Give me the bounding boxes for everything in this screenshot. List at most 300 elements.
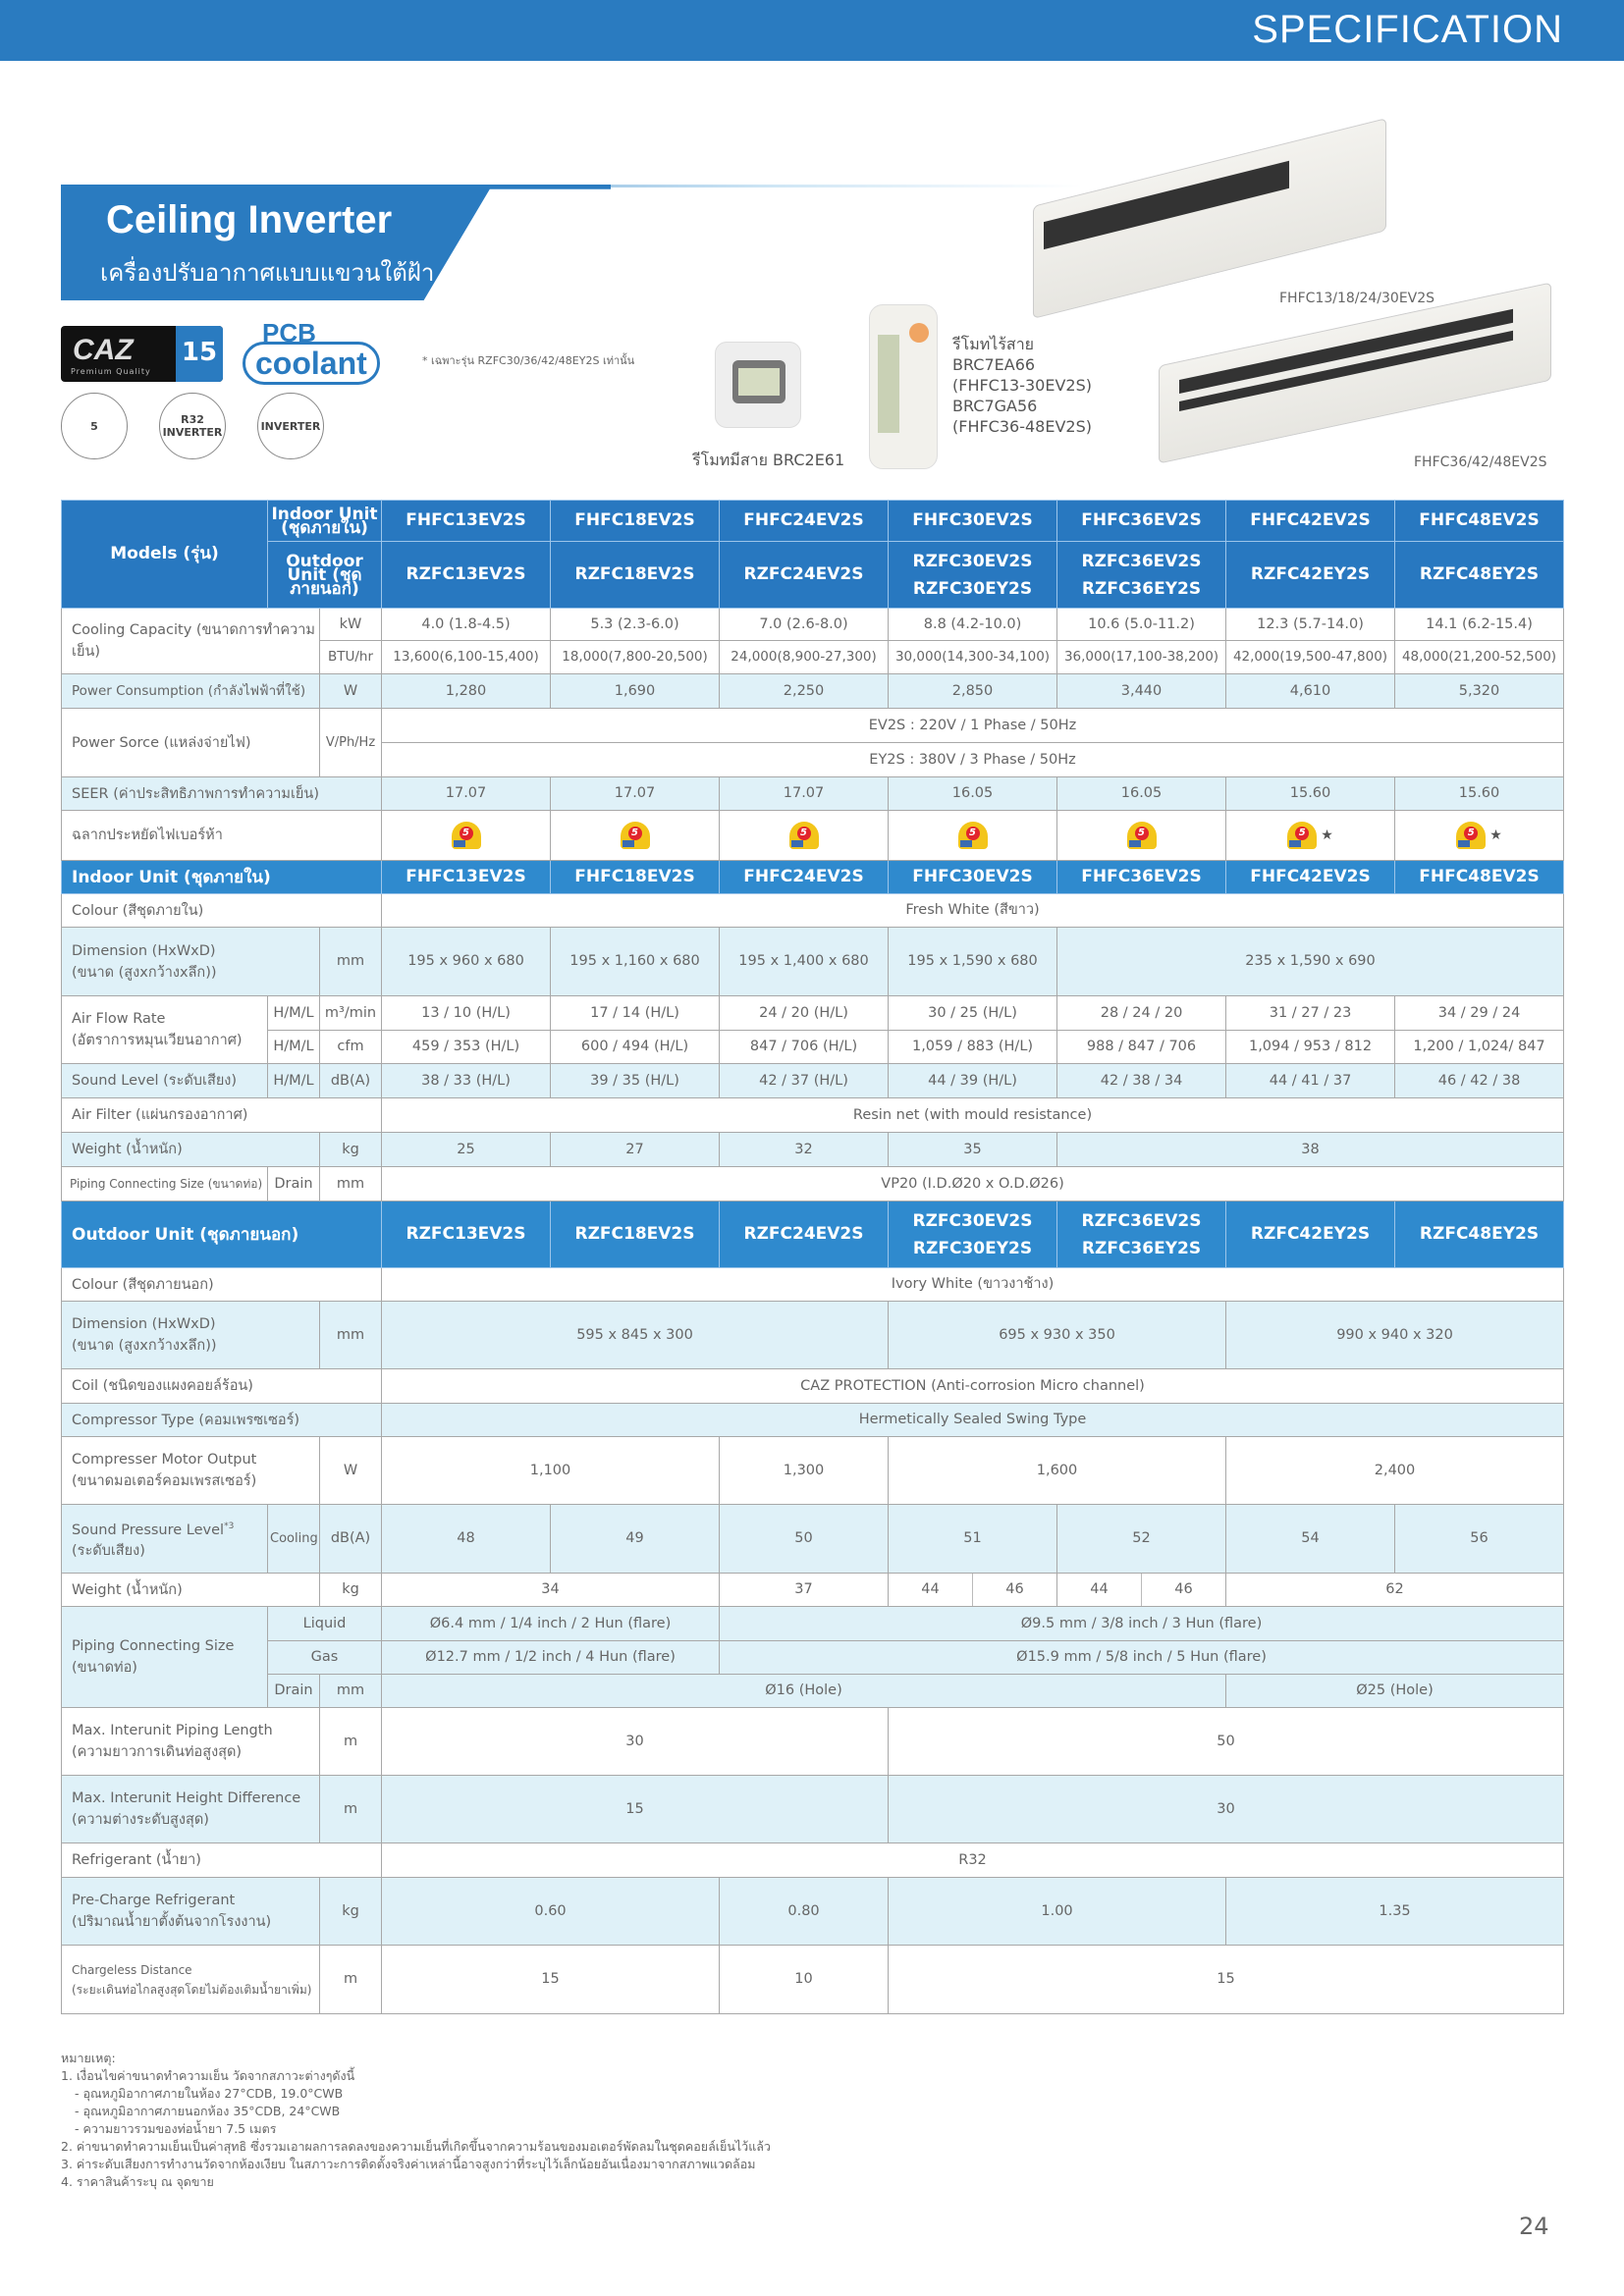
- cell: 10: [720, 1946, 889, 2014]
- label-line: Chargeless Distance: [72, 1962, 192, 1977]
- unit: W: [320, 1437, 382, 1505]
- outdoor-model-line: RZFC36EY2S: [1081, 1238, 1202, 1258]
- outdoor-model-line: RZFC30EV2S: [912, 551, 1033, 571]
- grade: 5: [797, 827, 811, 840]
- label-line: (อัตราการหมุนเวียนอากาศ): [72, 1033, 243, 1048]
- compressor-type-label: Compressor Type (คอมเพรซเซอร์): [62, 1404, 382, 1437]
- cell: 62: [1226, 1574, 1564, 1607]
- outdoor-colour-label: Colour (สีชุดภายนอก): [62, 1268, 382, 1302]
- outdoor-model-line: RZFC36EV2S: [1081, 551, 1202, 571]
- unit: m: [320, 1708, 382, 1776]
- drain-label: Drain: [268, 1675, 320, 1708]
- indoor-unit-caption-small: FHFC13/18/24/30EV2S: [1279, 291, 1435, 306]
- cell: 15: [382, 1776, 889, 1843]
- unit: W: [320, 674, 382, 709]
- label-line: Max. Interunit Piping Length: [72, 1723, 273, 1738]
- indoor-unit-image-small: [1033, 118, 1386, 319]
- grade: 5: [966, 827, 980, 840]
- outdoor-model-line: RZFC18EV2S: [574, 1224, 695, 1244]
- airflow-label: [62, 996, 268, 1064]
- cell: Ø6.4 mm / 1/4 inch / 2 Hun (flare): [382, 1607, 720, 1641]
- outdoor-model-line: RZFC18EV2S: [574, 564, 695, 584]
- outdoor-model-line: RZFC30EY2S: [912, 578, 1033, 599]
- r32-text: R32 INVERTER: [162, 413, 223, 439]
- cell: [382, 811, 551, 861]
- unit: BTU/hr: [320, 641, 382, 674]
- label-line: (ขนาดท่อ): [72, 1660, 137, 1676]
- cell: 17.07: [382, 777, 551, 811]
- cell: 15: [889, 1946, 1564, 2014]
- indoor-model: FHFC13EV2S: [382, 861, 551, 894]
- indoor-colour-row: [62, 894, 1564, 928]
- gas-label: Gas: [268, 1641, 382, 1675]
- label-text: Sound Pressure Level: [72, 1522, 225, 1538]
- wireless-remote-model-1: BRC7EA66: [952, 355, 1036, 374]
- unit: cfm: [320, 1031, 382, 1064]
- cell: 17.07: [720, 777, 889, 811]
- label-line: (ขนาด (สูงxกว้างxลึก)): [72, 964, 217, 981]
- label-line: (ความต่างระดับสูงสุด): [72, 1812, 209, 1828]
- cell: 17 / 14 (H/L): [551, 996, 720, 1031]
- max-length-row: [62, 1708, 1564, 1776]
- indoor-model: FHFC48EV2S: [1395, 861, 1564, 894]
- cell: [551, 811, 720, 861]
- compressor-motor-label: [62, 1437, 320, 1505]
- cell: 2,250: [720, 674, 889, 709]
- outdoor-model-line: RZFC30EY2S: [912, 1238, 1033, 1258]
- label-line: (ความยาวการเดินท่อสูงสุด): [72, 1744, 243, 1760]
- cell: 31 / 27 / 23: [1226, 996, 1395, 1031]
- grade: 5: [1295, 827, 1309, 840]
- grade: 5: [1135, 827, 1149, 840]
- wireless-remote-model-1-scope: (FHFC13-30EV2S): [952, 376, 1092, 395]
- wireless-remote-model-2-scope: (FHFC36-48EV2S): [952, 417, 1092, 436]
- airflow-cfm-row: [62, 1031, 1564, 1064]
- notes-title: หมายเหตุ:: [61, 2051, 116, 2065]
- cell: 195 x 1,400 x 680: [720, 928, 889, 996]
- cell: 195 x 1,590 x 680: [889, 928, 1057, 996]
- outdoor-model: [1395, 542, 1564, 609]
- cell: 1,059 / 883 (H/L): [889, 1031, 1057, 1064]
- unit: dB(A): [320, 1505, 382, 1574]
- precharge-label: [62, 1878, 320, 1946]
- note-item: 3. ค่าระดับเสียงการทำงานวัดจากห้องเงียบ ในสภาวะการติดตั้งจริงค่าเหล่านี้อาจสูงกว่าที่ระบุไว้เล็กน้อยอันเนื่องมาจากสภาพแวดล้อม: [61, 2157, 756, 2171]
- airflow-m3-row: [62, 996, 1564, 1031]
- outdoor-piping-label: [62, 1607, 268, 1708]
- coil-row: [62, 1369, 1564, 1404]
- cell: 13 / 10 (H/L): [382, 996, 551, 1031]
- note-item: - ความยาวรวมของท่อน้ำยา 7.5 เมตร: [75, 2121, 277, 2136]
- outdoor-model-line: RZFC13EV2S: [406, 1224, 526, 1244]
- chargeless-label: [62, 1946, 320, 2014]
- cell-split: 46: [1005, 1581, 1024, 1597]
- mode: H/M/L: [268, 1031, 320, 1064]
- wireless-remote-title: รีโมทไร้สาย: [952, 335, 1035, 353]
- power-consumption-row: [62, 674, 1564, 709]
- outdoor-section-header: [62, 1201, 1564, 1268]
- cell: 27: [551, 1133, 720, 1167]
- cell: 42 / 38 / 34: [1057, 1064, 1226, 1098]
- cell: 3,440: [1057, 674, 1226, 709]
- indoor-model: FHFC30EV2S: [889, 501, 1057, 542]
- cell: 44 / 39 (H/L): [889, 1064, 1057, 1098]
- coolant-text: coolant: [243, 342, 380, 385]
- label-line: Pre-Charge Refrigerant: [72, 1893, 236, 1908]
- note-item: 1. เงื่อนไขค่าขนาดทำความเย็น วัดจากสภาวะต่างๆดังนี้: [61, 2068, 355, 2083]
- power-consumption-label: Power Consumption (กำลังไฟฟ้าที่ใช้): [62, 674, 320, 709]
- cell: [1057, 811, 1226, 861]
- cell: Ø12.7 mm / 1/2 inch / 4 Hun (flare): [382, 1641, 720, 1675]
- cell: 0.60: [382, 1878, 720, 1946]
- cell: 4.0 (1.8-4.5): [382, 609, 551, 641]
- cell: 195 x 1,160 x 680: [551, 928, 720, 996]
- outdoor-model: [1226, 542, 1395, 609]
- label-line: Max. Interunit Height Difference: [72, 1790, 301, 1806]
- outdoor-drain-row: [62, 1675, 1564, 1708]
- outdoor-model: [1057, 542, 1226, 609]
- grade: 5: [460, 827, 473, 840]
- indoor-weight-row: [62, 1133, 1564, 1167]
- cell: 15.60: [1395, 777, 1564, 811]
- unit: mm: [320, 928, 382, 996]
- indoor-weight-label: Weight (น้ำหนัก): [62, 1133, 320, 1167]
- product-title: Ceiling Inverter: [106, 198, 393, 241]
- wireless-remote-model-2: BRC7GA56: [952, 397, 1038, 415]
- cell: 37: [720, 1574, 889, 1607]
- seer-row: [62, 777, 1564, 811]
- label-line: Piping Connecting Size: [72, 1638, 235, 1654]
- cell: 990 x 940 x 320: [1226, 1302, 1564, 1369]
- unit: V/Ph/Hz: [320, 709, 382, 777]
- label-line: Dimension (HxWxD): [72, 1316, 216, 1332]
- cell: 34: [382, 1574, 720, 1607]
- indoor-model: FHFC13EV2S: [382, 501, 551, 542]
- cell: 1,690: [551, 674, 720, 709]
- energy-label-5-icon: [1127, 822, 1157, 849]
- coil-value: CAZ PROTECTION (Anti-corrosion Micro channel): [382, 1369, 1564, 1404]
- unit: kg: [320, 1878, 382, 1946]
- outdoor-model-line: RZFC24EV2S: [743, 1224, 864, 1244]
- indoor-colour-value: Fresh White (สีขาว): [382, 894, 1564, 928]
- page-section-title: SPECIFICATION: [1252, 8, 1563, 51]
- outdoor-gas-row: [62, 1641, 1564, 1675]
- energy-label-5-icon: [621, 822, 650, 849]
- cell: 42 / 37 (H/L): [720, 1064, 889, 1098]
- power-source-ev2s: EV2S : 220V / 1 Phase / 50Hz: [382, 709, 1564, 743]
- label-line: Compresser Motor Output: [72, 1452, 257, 1468]
- unit: m: [320, 1776, 382, 1843]
- indoor-model: FHFC30EV2S: [889, 861, 1057, 894]
- cell: 52: [1057, 1505, 1226, 1574]
- indoor-unit-label: Indoor Unit (ชุดภายใน): [268, 501, 382, 542]
- cell: Ø9.5 mm / 3/8 inch / 3 Hun (flare): [720, 1607, 1564, 1641]
- label-line: Dimension (HxWxD): [72, 942, 216, 959]
- outdoor-model: [1395, 1201, 1564, 1268]
- models-label: Models (รุ่น): [62, 501, 268, 609]
- indoor-model: FHFC36EV2S: [1057, 861, 1226, 894]
- max-height-row: [62, 1776, 1564, 1843]
- indoor-section-header: [62, 861, 1564, 894]
- outdoor-model: [382, 1201, 551, 1268]
- outdoor-dimension-label: [62, 1302, 320, 1369]
- outdoor-model-line: RZFC30EV2S: [912, 1210, 1033, 1231]
- outdoor-section-label: Outdoor Unit (ชุดภายนอก): [62, 1201, 382, 1268]
- precharge-row: [62, 1878, 1564, 1946]
- cell: 54: [1226, 1505, 1395, 1574]
- cooling-capacity-label: Cooling Capacity (ขนาดการทำความเย็น): [62, 609, 320, 674]
- energy-label-row: [62, 811, 1564, 861]
- cell: 18,000(7,800-20,500): [551, 641, 720, 674]
- indoor-model: FHFC36EV2S: [1057, 501, 1226, 542]
- cell: 51: [889, 1505, 1057, 1574]
- grade: 5: [1464, 827, 1478, 840]
- unit: mm: [320, 1675, 382, 1708]
- cell: 1.35: [1226, 1878, 1564, 1946]
- indoor-piping-label: Piping Connecting Size (ขนาดท่อ): [62, 1167, 268, 1201]
- product-subtitle: เครื่องปรับอากาศแบบแขวนใต้ฝ้า: [100, 259, 435, 287]
- cell: 39 / 35 (H/L): [551, 1064, 720, 1098]
- indoor-sound-label: Sound Level (ระดับเสียง): [62, 1064, 268, 1098]
- mode: H/M/L: [268, 996, 320, 1031]
- cell: 10.6 (5.0-11.2): [1057, 609, 1226, 641]
- outdoor-model-line: RZFC48EY2S: [1419, 1224, 1540, 1244]
- power-source-label: Power Sorce (แหล่งจ่ายไฟ): [62, 709, 320, 777]
- cell: 1.00: [889, 1878, 1226, 1946]
- compressor-type-row: [62, 1404, 1564, 1437]
- top-banner: [0, 0, 1624, 61]
- cell: 15.60: [1226, 777, 1395, 811]
- label-line: (ระดับเสียง): [72, 1543, 145, 1560]
- cell: 24 / 20 (H/L): [720, 996, 889, 1031]
- cell: 46 / 42 / 38: [1395, 1064, 1564, 1098]
- cell: 28 / 24 / 20: [1057, 996, 1226, 1031]
- air-filter-row: [62, 1098, 1564, 1133]
- cell: 5,320: [1395, 674, 1564, 709]
- cell: 25: [382, 1133, 551, 1167]
- cell: 30: [382, 1708, 889, 1776]
- mode: H/M/L: [268, 1064, 320, 1098]
- outdoor-weight-label: Weight (น้ำหนัก): [62, 1574, 320, 1607]
- cell: 13,600(6,100-15,400): [382, 641, 551, 674]
- indoor-piping-row: [62, 1167, 1564, 1201]
- outdoor-dimension-row: [62, 1302, 1564, 1369]
- indoor-drain-value: VP20 (I.D.Ø20 x O.D.Ø26): [382, 1167, 1564, 1201]
- outdoor-sound-label: [62, 1505, 268, 1574]
- refrigerant-row: [62, 1843, 1564, 1878]
- indoor-model: FHFC48EV2S: [1395, 501, 1564, 542]
- hero-title-block: [61, 185, 611, 300]
- cell: 4,610: [1226, 674, 1395, 709]
- cell: 34 / 29 / 24: [1395, 996, 1564, 1031]
- outdoor-weight-row: [62, 1574, 1564, 1607]
- cell: [1395, 811, 1564, 861]
- outdoor-model-line: RZFC42EY2S: [1250, 1224, 1371, 1244]
- outdoor-model-line: RZFC36EY2S: [1081, 578, 1202, 599]
- outdoor-model: [889, 542, 1057, 609]
- cell: 48: [382, 1505, 551, 1574]
- compressor-motor-row: [62, 1437, 1564, 1505]
- indoor-model: FHFC42EV2S: [1226, 861, 1395, 894]
- indoor-colour-label: Colour (สีชุดภายใน): [62, 894, 382, 928]
- cell: 17.07: [551, 777, 720, 811]
- cell: 14.1 (6.2-15.4): [1395, 609, 1564, 641]
- cell: 2,850: [889, 674, 1057, 709]
- energy-label-5-icon: [789, 822, 819, 849]
- cell: 44 / 41 / 37: [1226, 1064, 1395, 1098]
- cell: 8.8 (4.2-10.0): [889, 609, 1057, 641]
- outdoor-liquid-row: [62, 1607, 1564, 1641]
- cell: 15: [382, 1946, 720, 2014]
- unit: dB(A): [320, 1064, 382, 1098]
- footnote-ref: *3: [224, 1521, 235, 1531]
- inverter-icon: [257, 393, 324, 459]
- pcb-coolant-badge: [243, 318, 409, 383]
- cell: 30 / 25 (H/L): [889, 996, 1057, 1031]
- outdoor-unit-label: Outdoor Unit (ชุดภายนอก): [268, 542, 382, 609]
- label-line: (ขนาด (สูงxกว้างxลึก)): [72, 1338, 217, 1354]
- cell: 50: [720, 1505, 889, 1574]
- cell: 30,000(14,300-34,100): [889, 641, 1057, 674]
- indoor-dimension-row: [62, 928, 1564, 996]
- cell: 595 x 845 x 300: [382, 1302, 889, 1369]
- cell: 2,400: [1226, 1437, 1564, 1505]
- wireless-remote-image: [869, 304, 938, 469]
- outdoor-model: [551, 1201, 720, 1268]
- indoor-dimension-label: [62, 928, 320, 996]
- pcb-text: PCB: [262, 318, 316, 347]
- cell: 5.3 (2.3-6.0): [551, 609, 720, 641]
- energy-label-5-icon: [61, 393, 128, 459]
- cell: 35: [889, 1133, 1057, 1167]
- outdoor-model: [1226, 1201, 1395, 1268]
- unit: mm: [320, 1167, 382, 1201]
- cell: 847 / 706 (H/L): [720, 1031, 889, 1064]
- indoor-model: FHFC42EV2S: [1226, 501, 1395, 542]
- cell: 32: [720, 1133, 889, 1167]
- cell: 42,000(19,500-47,800): [1226, 641, 1395, 674]
- cell: Ø16 (Hole): [382, 1675, 1226, 1708]
- cell: 1,094 / 953 / 812: [1226, 1031, 1395, 1064]
- cell: 1,280: [382, 674, 551, 709]
- cell: 16.05: [889, 777, 1057, 811]
- unit: kg: [320, 1133, 382, 1167]
- outdoor-model-line: RZFC48EY2S: [1419, 564, 1540, 584]
- cell-split: 46: [1174, 1581, 1193, 1597]
- r32-inverter-icon: [159, 393, 226, 459]
- cell: 695 x 930 x 350: [889, 1302, 1226, 1369]
- indoor-model: FHFC18EV2S: [551, 501, 720, 542]
- indoor-unit-caption-large: FHFC36/42/48EV2S: [1414, 454, 1547, 470]
- label-line: Air Flow Rate: [72, 1011, 166, 1027]
- compressor-type-value: Hermetically Sealed Swing Type: [382, 1404, 1564, 1437]
- mode: Cooling: [268, 1505, 320, 1574]
- cell: 459 / 353 (H/L): [382, 1031, 551, 1064]
- energy-label-5-icon: [1287, 822, 1317, 849]
- outdoor-model: [720, 1201, 889, 1268]
- cell: 600 / 494 (H/L): [551, 1031, 720, 1064]
- air-filter-label: Air Filter (แผ่นกรองอากาศ): [62, 1098, 382, 1133]
- cell: 38 / 33 (H/L): [382, 1064, 551, 1098]
- outdoor-model: [720, 542, 889, 609]
- warranty-years: 15: [176, 326, 223, 382]
- cell: 56: [1395, 1505, 1564, 1574]
- cell: 1,300: [720, 1437, 889, 1505]
- outdoor-model-line: RZFC36EV2S: [1081, 1210, 1202, 1231]
- outdoor-colour-row: [62, 1268, 1564, 1302]
- outdoor-model: [551, 542, 720, 609]
- star-icon: ★: [1321, 827, 1333, 843]
- pcb-note: * เฉพาะรุ่น RZFC30/36/42/48EY2S เท่านั้น: [422, 354, 635, 367]
- caz-badge: [61, 326, 223, 382]
- label-line: (ปริมาณน้ำยาตั้งต้นจากโรงงาน): [72, 1914, 272, 1930]
- cell: [889, 1574, 1057, 1607]
- note-item: - อุณหภูมิอากาศภายนอกห้อง 35°CDB, 24°CWB: [75, 2104, 341, 2118]
- energy-label-5-icon: [958, 822, 988, 849]
- caz-logo-text: CAZ: [73, 334, 134, 366]
- energy-label-5-icon: [1456, 822, 1486, 849]
- drain-label: Drain: [268, 1167, 320, 1201]
- cell: 195 x 960 x 680: [382, 928, 551, 996]
- air-filter-value: Resin net (with mould resistance): [382, 1098, 1564, 1133]
- energy-grade: 5: [90, 419, 98, 433]
- cell: 0.80: [720, 1878, 889, 1946]
- outdoor-model-line: RZFC42EY2S: [1250, 564, 1371, 584]
- note-item: 4. ราคาสินค้าระบุ ณ จุดขาย: [61, 2174, 214, 2189]
- outdoor-model: [382, 542, 551, 609]
- cell: 1,600: [889, 1437, 1226, 1505]
- indoor-sound-row: [62, 1064, 1564, 1098]
- page-number: 24: [1519, 2213, 1549, 2240]
- indoor-section-label: Indoor Unit (ชุดภายใน): [62, 861, 382, 894]
- indoor-model: FHFC24EV2S: [720, 861, 889, 894]
- cell: [889, 811, 1057, 861]
- unit: m: [320, 1946, 382, 2014]
- wired-remote-caption: รีโมทมีสาย BRC2E61: [692, 451, 845, 469]
- cell: 16.05: [1057, 777, 1226, 811]
- refrigerant-value: R32: [382, 1843, 1564, 1878]
- cooling-kw-row: [62, 609, 1564, 641]
- indoor-model: FHFC24EV2S: [720, 501, 889, 542]
- refrigerant-label: Refrigerant (น้ำยา): [62, 1843, 382, 1878]
- cell: 988 / 847 / 706: [1057, 1031, 1226, 1064]
- note-item: 2. ค่าขนาดทำความเย็นเป็นค่าสุทธิ ซึ่งรวมเอาผลการลดลงของความเย็นที่เกิดขึ้นจากความร้อนของมอเตอร์พัดลมในชุดคอยล์เย็นไว้แล้ว: [61, 2139, 771, 2154]
- footnotes: [61, 2050, 771, 2191]
- cell-split: 44: [889, 1574, 973, 1606]
- cell: Ø15.9 mm / 5/8 inch / 5 Hun (flare): [720, 1641, 1564, 1675]
- unit: kg: [320, 1574, 382, 1607]
- unit: m³/min: [320, 996, 382, 1031]
- cell: 48,000(21,200-52,500): [1395, 641, 1564, 674]
- caz-sub-text: Premium Quality: [71, 367, 151, 376]
- liquid-label: Liquid: [268, 1607, 382, 1641]
- label-line: (ระยะเดินท่อไกลสูงสุดโดยไม่ต้องเติมน้ำยาเพิ่ม): [72, 1982, 312, 1997]
- cell: 49: [551, 1505, 720, 1574]
- grade: 5: [628, 827, 642, 840]
- indoor-models-row: [62, 501, 1564, 542]
- outdoor-model: [889, 1201, 1057, 1268]
- chargeless-row: [62, 1946, 1564, 2014]
- wireless-remote-caption: [952, 334, 1092, 437]
- note-item: - อุณหภูมิอากาศภายในห้อง 27°CDB, 19.0°CWB: [75, 2086, 344, 2101]
- energy-label-5-icon: [452, 822, 481, 849]
- cell: Ø25 (Hole): [1226, 1675, 1564, 1708]
- seer-label: SEER (ค่าประสิทธิภาพการทำความเย็น): [62, 777, 382, 811]
- outdoor-sound-row: [62, 1505, 1564, 1574]
- power-source-ev2s-row: [62, 709, 1564, 743]
- cell: 38: [1057, 1133, 1564, 1167]
- outdoor-model-line: RZFC13EV2S: [406, 564, 526, 584]
- cell: 1,200 / 1,024/ 847: [1395, 1031, 1564, 1064]
